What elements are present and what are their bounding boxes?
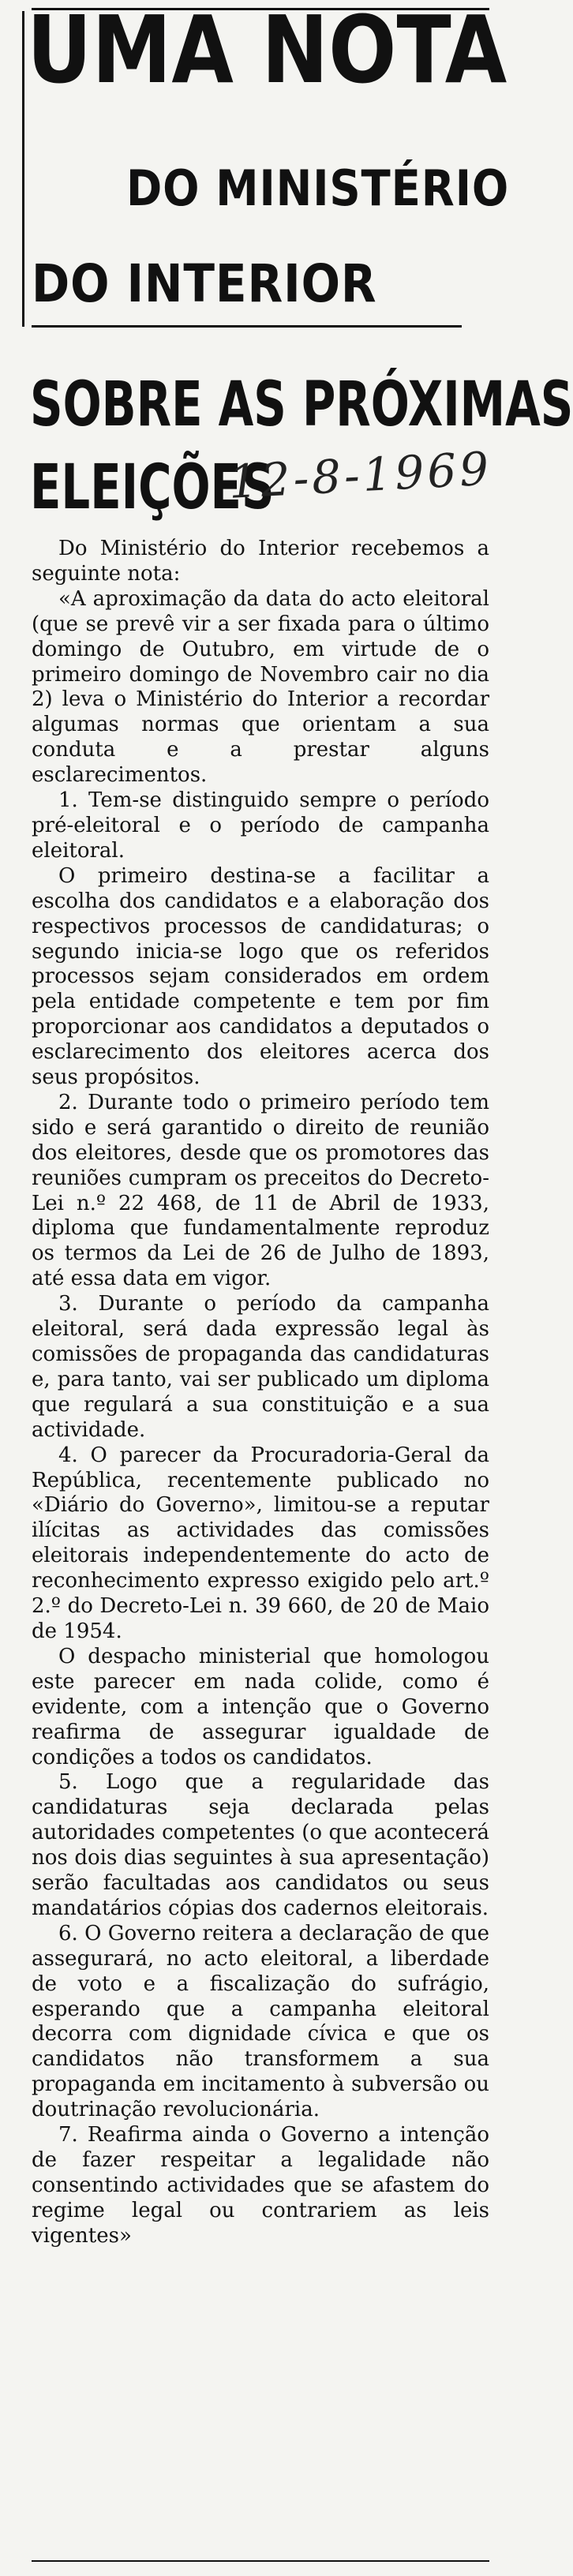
headline-divider	[32, 325, 462, 328]
article-body	[32, 537, 489, 2249]
bottom-rule	[32, 2560, 489, 2562]
article-paragraph: 4. O parecer da Procuradoria-Geral da República, recentemente publicado no «Diário do Governo», limitou-se a reputar ilícitas as actividades das comissões eleitorais independentemente do acto de reconhecimento expresso exigido pelo art.º 2.º do Decreto-Lei n. 39 660, de 20 de Maio de 1954.	[32, 1443, 489, 1643]
article-paragraph: 5. Logo que a regularidade das candidaturas seja declarada pelas autoridades competentes (o que acontecerá nos dois dias seguintes à sua apresentação) serão facultadas aos candidatos ou seus mandatários cópias dos cadernos eleitorais.	[32, 1770, 489, 1920]
headline-line-3: DO INTERIOR	[32, 253, 377, 314]
headline-line-1: UMA NOTA	[27, 0, 507, 104]
article-paragraph: 6. O Governo reitera a declaração de que assegurará, no acto eleitoral, a liberdade de voto e a fiscalização do sufrágio, esperando que a campanha eleitoral decorra com dignidade cívica e que os candidatos não transformem a sua propaganda em incitamento à subversão ou doutrinação revolucionária.	[32, 1921, 489, 2122]
headline-line-2: DO MINISTÉRIO	[126, 159, 510, 217]
left-rule	[22, 11, 24, 248]
article-paragraph: 1. Tem-se distinguido sempre o período pré-eleitoral e o período de campanha eleitoral.	[32, 788, 489, 863]
article-paragraph: Do Ministério do Interior recebemos a seguinte nota:	[32, 537, 489, 586]
article-paragraph: O primeiro destina-se a facilitar a escolha dos candidatos e a elaboração dos respectivos processos de candidaturas; o segundo inicia-se logo que os referidos processos sejam considerados em ordem pela entidade competente e tem por fim proporcionar aos candidatos a deputados o esclarecimento dos eleitores acerca dos seus propósitos.	[32, 863, 489, 1090]
article-paragraph: 3. Durante o período da campanha eleitoral, será dada expressão legal às comissões de propaganda das candidaturas e, para tanto, vai ser publicado um diploma que regulará a sua constituição e a sua actividade.	[32, 1292, 489, 1442]
article-paragraph: O despacho ministerial que homologou este parecer em nada colide, como é evidente, com a intenção que o Governo reafirma de assegurar igualdade de condições a todos os candidatos.	[32, 1644, 489, 1769]
article-paragraph: 7. Reafirma ainda o Governo a intenção de fazer respeitar a legalidade não consentindo actividades que se afastem do regime legal ou contrariem as leis vigentes»	[32, 2123, 489, 2248]
subheadline-line-1: SOBRE AS PRÓXIMAS	[30, 369, 573, 440]
subheadline-line-2: ELEIÇÕES	[30, 452, 275, 523]
left-rule-lower	[22, 248, 24, 327]
article-paragraph: «A aproximação da data do acto eleitoral (que se prevê vir a ser fixada para o último domingo de Outubro, em virtude de o primeiro domingo de Novembro cair no dia 2) leva o Ministério do Interior a recordar algumas normas que orientam a sua conduta e a prestar alguns esclarecimentos.	[32, 586, 489, 788]
newspaper-clipping	[8, 0, 573, 2562]
handwritten-date: 12-8-1969	[227, 441, 493, 509]
article-paragraph: 2. Durante todo o primeiro período tem sido e será garantido o direito de reunião dos eleitores, desde que os promotores das reuniões cumpram os preceitos do Decreto-Lei n.º 22 468, de 11 de Abril de 1933, diploma que fundamentalmente reproduz os termos da Lei de 26 de Julho de 1893, até essa data em vigor.	[32, 1090, 489, 1291]
